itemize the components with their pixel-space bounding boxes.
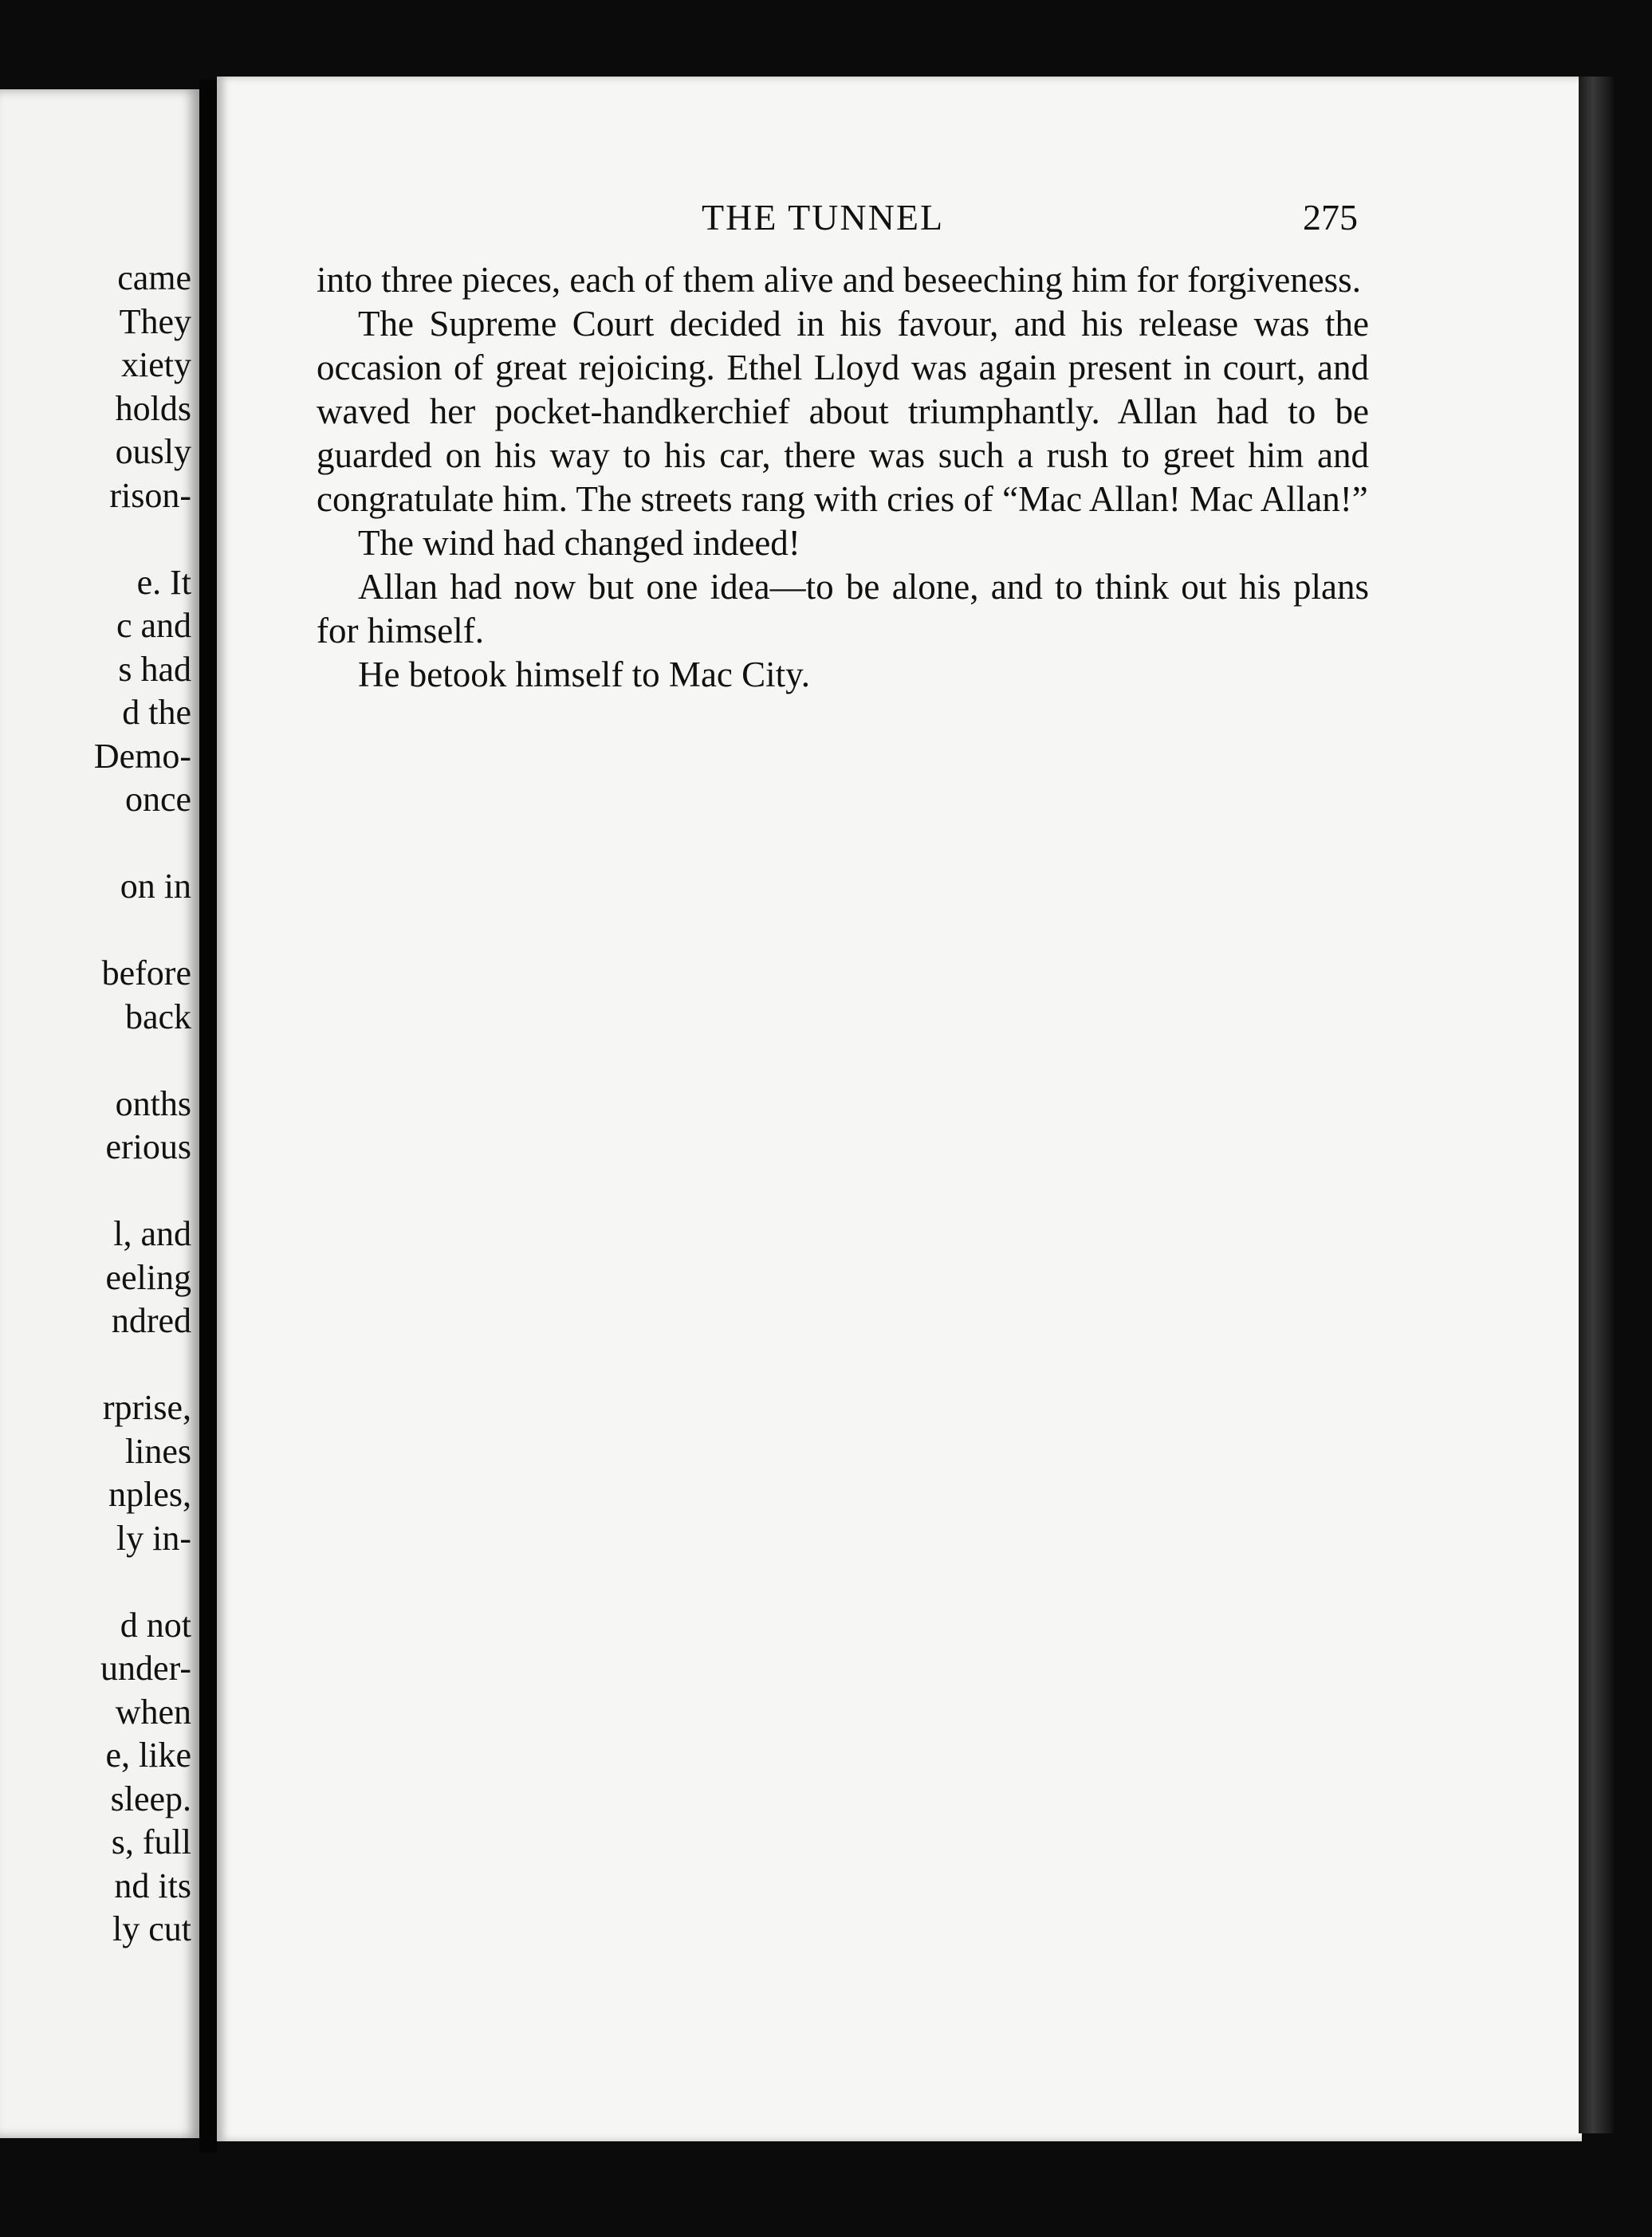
left-page-line: came [117, 258, 191, 297]
paragraph: He betook himself to Mac City. [358, 655, 810, 694]
left-page-line: under- [100, 1649, 191, 1688]
left-page-line: ly cut [112, 1909, 191, 1948]
book-gutter [199, 80, 217, 2152]
left-page-line: ly in- [116, 1518, 191, 1558]
left-page-line: eeling [105, 1257, 191, 1297]
left-page-line: nd its [114, 1865, 191, 1905]
paragraph: The Supreme Court decided in his favour, and his release was the occasion of great rejoicing. Ethel Lloyd was again present in court, and waved her pocket-handkerchief about triumphantly. Allan had to be guarded on his way to his car, there was such a rush to greet him and congratulate him. The streets rang with cries of “Mac Allan! Mac Allan!” [317, 304, 1369, 519]
left-page-line: ndred [111, 1301, 191, 1340]
left-page-line: e, like [105, 1736, 191, 1775]
left-page-line: rprise, [102, 1388, 191, 1427]
body-text [317, 258, 1369, 697]
left-page-line: rison- [109, 475, 191, 515]
left-page-line: s had [118, 649, 191, 689]
paragraph: Allan had now but one idea—to be alone, and to think out his plans for himself. [317, 567, 1369, 651]
left-page-line: when [115, 1692, 191, 1732]
left-page-line: e. It [136, 562, 191, 602]
left-page-line: s, full [111, 1822, 191, 1862]
left-page-line: back [124, 997, 191, 1036]
left-page-line: l, and [113, 1214, 191, 1253]
paragraph: into three pieces, each of them alive and beseeching him for forgiveness. [317, 260, 1361, 300]
left-page-line: They [119, 301, 191, 341]
left-page-line: nples, [108, 1475, 191, 1514]
page-number: 275 [1303, 197, 1358, 238]
running-title: THE TUNNEL [702, 197, 945, 238]
running-head [217, 196, 1582, 244]
left-page-line: on in [120, 867, 191, 906]
left-page-line: onths [115, 1083, 191, 1123]
left-page-line: d the [122, 693, 191, 732]
left-page-line: xiety [121, 345, 191, 384]
left-page-line: holds [115, 388, 191, 428]
right-page [217, 77, 1582, 2141]
left-page-line: d not [120, 1605, 191, 1645]
left-page [0, 89, 199, 2138]
paragraph: The wind had changed indeed! [358, 523, 800, 563]
left-page-line: before [101, 953, 191, 993]
left-page-line: ously [115, 432, 191, 471]
left-page-line: c and [116, 606, 191, 645]
left-page-line: lines [124, 1431, 191, 1471]
left-page-line: erious [105, 1127, 191, 1166]
left-page-line: once [124, 780, 191, 819]
left-page-line: sleep. [110, 1779, 191, 1818]
left-page-line: Demo- [93, 736, 191, 776]
page-edge [1579, 77, 1614, 2133]
